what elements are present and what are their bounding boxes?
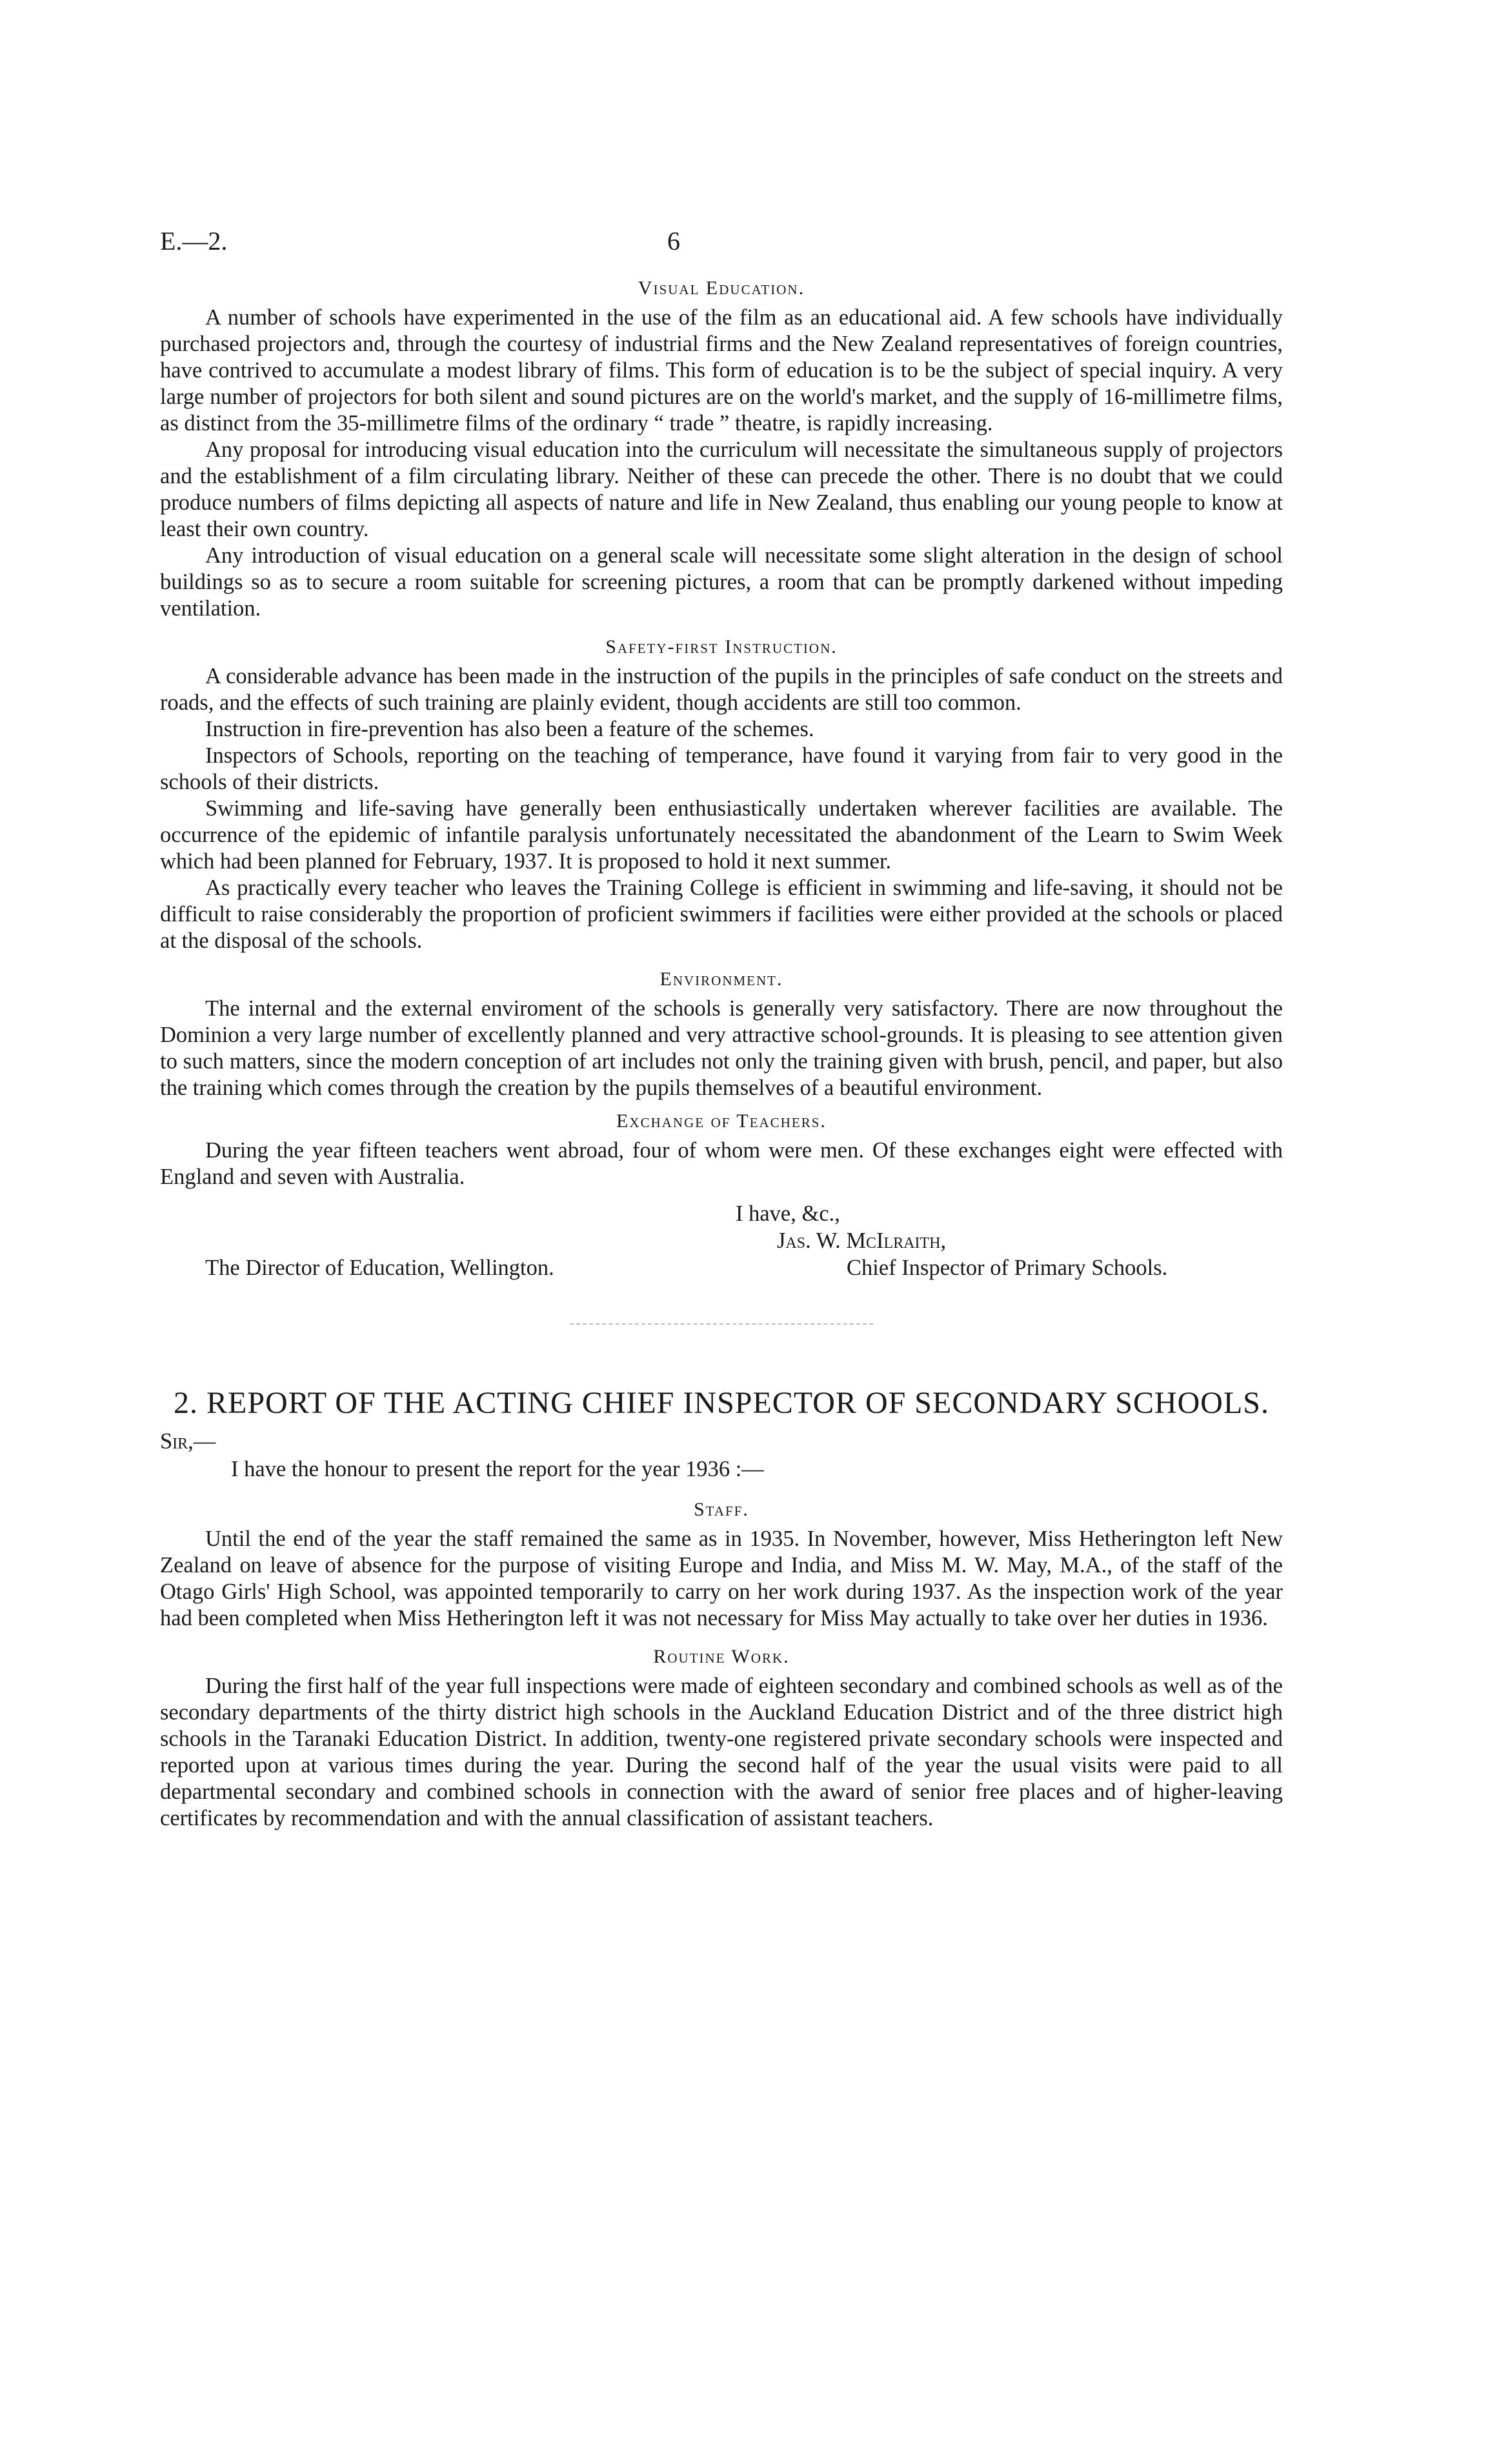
closing-line: I have, &c., [736,1201,840,1226]
section-divider [570,1323,873,1325]
paragraph: A considerable advance has been made in the instruction of the pupils in the principles of safe conduct on the streets and roads, and the effects of such training are plainly evident, though accidents are still too common. [160,664,1283,715]
section-routine-work [160,1646,1283,1832]
section-environment [160,968,1283,1101]
report-title: 2. REPORT OF THE ACTING CHIEF INSPECTOR OF SECONDARY SCHOOLS. [174,1386,1269,1420]
section-safety-first [160,636,1283,954]
section-staff [160,1499,1283,1632]
addressee: The Director of Education, Wellington. [205,1256,554,1280]
paragraph: During the year fifteen teachers went abroad, four of whom were men. Of these exchanges eight were effected with England and seven with Australia. [160,1138,1283,1189]
section-heading: Routine Work. [653,1646,790,1667]
section-heading: Environment. [659,968,783,990]
paragraph: A number of schools have experimented in the use of the film as an educational aid. A few schools have individually purchased projectors and, through the courtesy of industrial firms and the New Zealand representatives of foreign countries, have contrived to accumulate a modest library of films. This form of education is to be the subject of special inquiry. A very large number of projectors for both silent and sound pictures are on the world's market, and the supply of 16-millimetre films, as distinct from the 35-millimetre films of the ordinary “ trade ” theatre, is rapidly increasing. [160,305,1283,436]
document-reference: E.—2. [160,226,228,255]
page-header [160,226,1283,265]
section-heading: Visual Education. [638,277,805,299]
section-visual-education [160,277,1283,622]
signatory-title: Chief Inspector of Primary Schools. [847,1256,1168,1280]
signatory-name: Jas. W. McIlraith, [777,1228,947,1253]
paragraph: As practically every teacher who leaves the Training College is efficient in swimming and life-saving, it should not be difficult to raise considerably the proportion of proficient swimmers if facilities were either provided at the schools or placed at the disposal of the schools. [160,876,1283,953]
paragraph: Any introduction of visual education on a general scale will necessitate some slight alteration in the design of school buildings so as to secure a room suitable for screening pictures, a room that can be promptly darkened without impeding ventilation. [160,543,1283,621]
section-heading: Exchange of Teachers. [616,1110,827,1132]
section-heading: Safety-first Instruction. [605,636,838,657]
signature-block [160,1201,1283,1285]
paragraph: Until the end of the year the staff remained the same as in 1935. In November, however, Miss Hetherington left New Zealand on leave of absence for the purpose of visiting Europe and India, and Miss M. W. May, M.A., of the staff of the Otago Girls' High School, was appointed temporarily to carry on her work during 1937. As the inspection work of the year had been completed when Miss Hetherington left it was not necessary for Miss May actually to take over her duties in 1936. [160,1527,1283,1630]
report-intro: I have the honour to present the report for the year 1936 :— [231,1457,764,1481]
paragraph: Any proposal for introducing visual education into the curriculum will necessitate the simultaneous supply of projectors and the establishment of a film circulating library. Neither of these can precede the other. There is no doubt that we could produce numbers of films depicting all aspects of nature and life in New Zealand, thus enabling our young people to know at least their own country. [160,437,1283,541]
paragraph: Inspectors of Schools, reporting on the teaching of temperance, have found it varying from fair to very good in the schools of their districts. [160,743,1283,794]
paragraph: The internal and the external enviroment of the schools is generally very satisfactory. There are now throughout the Dominion a very large number of excellently planned and very attractive school-grounds. It is pleasing to see attention given to such matters, since the modern conception of art includes not only the training given with brush, pencil, and paper, but also the training which comes through the creation by the pupils themselves of a beautiful environment. [160,996,1283,1100]
page-number: 6 [667,226,680,255]
document-page [160,226,1283,1832]
salutation: Sir,— [160,1429,216,1454]
paragraph: During the first half of the year full inspections were made of eighteen secondary and combined schools as well as of the secondary departments of the thirty district high schools in the Auckland Education District and of the three district high schools in the Taranaki Education District. In addition, twenty-one registered private secondary schools were inspected and reported upon at various times during the year. During the second half of the year the usual visits were paid to all departmental secondary and combined schools in connection with the award of senior free places and of higher-leaving certificates by recommendation and with the annual classification of assistant teachers. [160,1674,1283,1830]
section-exchange-of-teachers [160,1110,1283,1190]
paragraph: Instruction in fire-prevention has also been a feature of the schemes. [205,717,814,741]
section-heading: Staff. [694,1499,749,1520]
paragraph: Swimming and life-saving have generally been enthusiastically undertaken wherever facilities are available. The occurrence of the epidemic of infantile paralysis unfortunately necessitated the abandonment of the Learn to Swim Week which had been planned for February, 1937. It is proposed to hold it next summer. [160,796,1283,874]
